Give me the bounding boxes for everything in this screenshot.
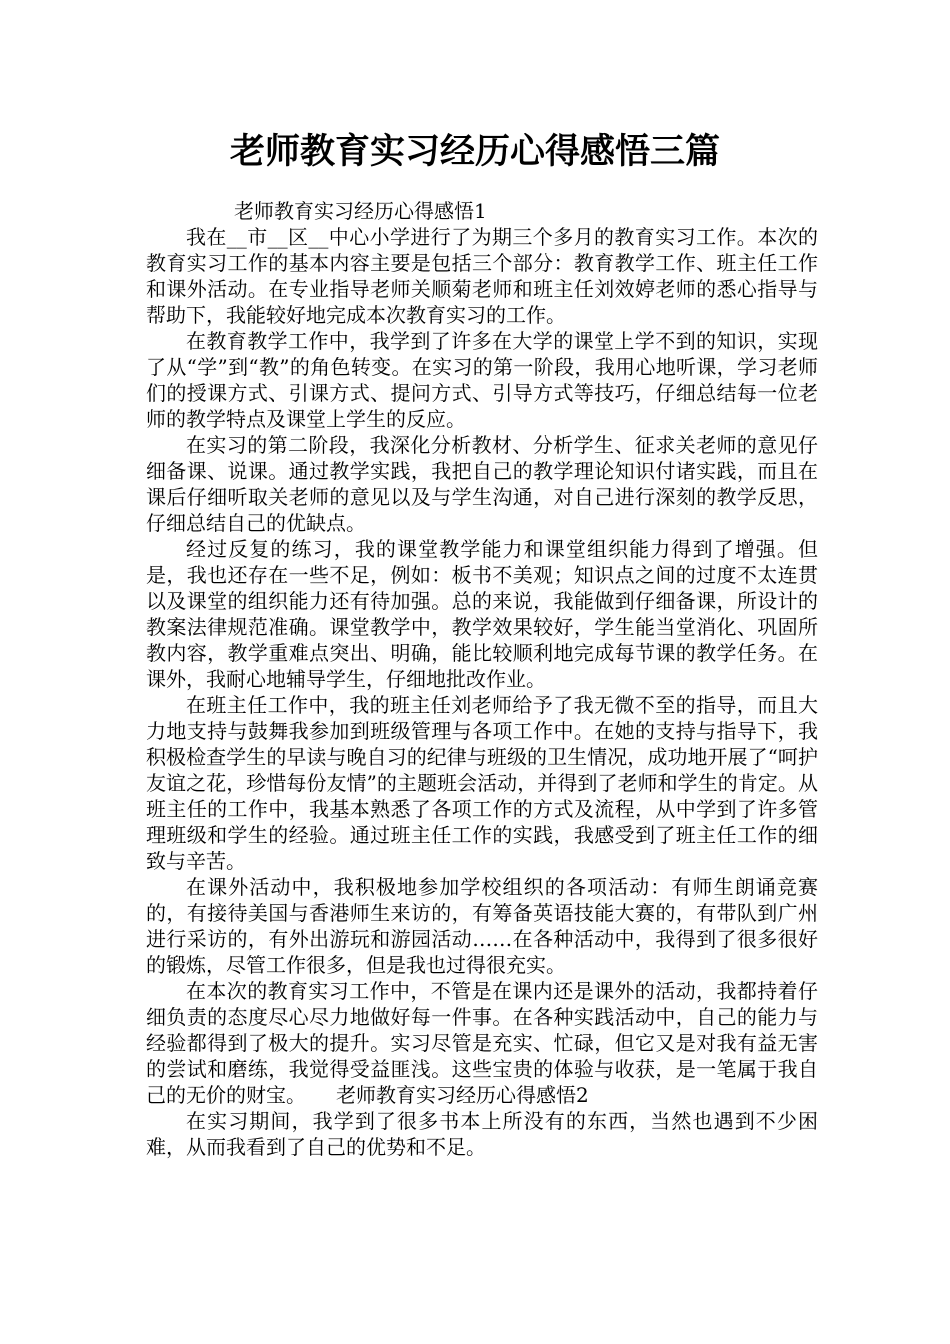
- paragraph-8: 在实习期间，我学到了很多书本上所没有的东西，当然也遇到不少困难，从而我看到了自己的优势和不足。: [146, 1109, 818, 1159]
- paragraph-1: 我在__市__区__中心小学进行了为期三个多月的教育实习工作。本次的教育实习工作的基本内容主要是包括三个部分：教育教学工作、班主任工作和课外活动。在专业指导老师关顺菊老师和班主任刘效婷老师的悉心指导与帮助下，我能较好地完成本次教育实习的工作。: [146, 225, 818, 327]
- paragraph-7: 在本次的教育实习工作中，不管是在课内还是课外的活动，我都持着仔细负责的态度尽心尽力地做好每一件事。在各种实践活动中，自己的能力与经验都得到了极大的提升。实习尽管是充实、忙碌，但它又是对我有益无害的尝试和磨练，我觉得受益匪浅。这些宝贵的体验与收获，是一笔属于我自己的无价的财宝。 老师教育实习经历心得感悟2: [146, 979, 818, 1107]
- paragraph-4: 经过反复的练习，我的课堂教学能力和课堂组织能力得到了增强。但是，我也还存在一些不足，例如：板书不美观；知识点之间的过度不太连贯以及课堂的组织能力还有待加强。总的来说，我能做到仔细备课，所设计的教案法律规范准确。课堂教学中，教学效果较好，学生能当堂消化、巩固所教内容，教学重难点突出、明确，能比较顺利地完成每节课的教学任务。在课外，我耐心地辅导学生，仔细地批改作业。: [146, 537, 818, 691]
- document-body: [146, 198, 818, 1160]
- document-title: 老师教育实习经历心得感悟三篇: [229, 132, 720, 172]
- section-heading-1: 老师教育实习经历心得感悟1: [234, 199, 487, 223]
- paragraph-5: 在班主任工作中，我的班主任刘老师给予了我无微不至的指导，而且大力地支持与鼓舞我参加到班级管理与各项工作中。在她的支持与指导下，我积极检查学生的早读与晚自习的纪律与班级的卫生情况，成功地开展了“呵护友谊之花，珍惜每份友情”的主题班会活动，并得到了老师和学生的肯定。从班主任的工作中，我基本熟悉了各项工作的方式及流程，从中学到了许多管理班级和学生的经验。通过班主任工作的实践，我感受到了班主任工作的细致与辛苦。: [146, 693, 818, 873]
- paragraph-3: 在实习的第二阶段，我深化分析教材、分析学生、征求关老师的意见仔细备课、说课。通过教学实践，我把自己的教学理论知识付诸实践，而且在课后仔细听取关老师的意见以及与学生沟通，对自己进行深刻的教学反思，仔细总结自己的优缺点。: [146, 433, 818, 535]
- paragraph-2: 在教育教学工作中，我学到了许多在大学的课堂上学不到的知识，实现了从“学”到“教”的角色转变。在实习的第一阶段，我用心地听课，学习老师们的授课方式、引课方式、提问方式、引导方式等技巧，仔细总结每一位老师的教学特点及课堂上学生的反应。: [146, 329, 818, 431]
- paragraph-6: 在课外活动中，我积极地参加学校组织的各项活动：有师生朗诵竞赛的，有接待美国与香港师生来访的，有筹备英语技能大赛的，有带队到广州进行采访的，有外出游玩和游园活动……在各种活动中，我得到了很多很好的锻炼，尽管工作很多，但是我也过得很充实。: [146, 875, 818, 977]
